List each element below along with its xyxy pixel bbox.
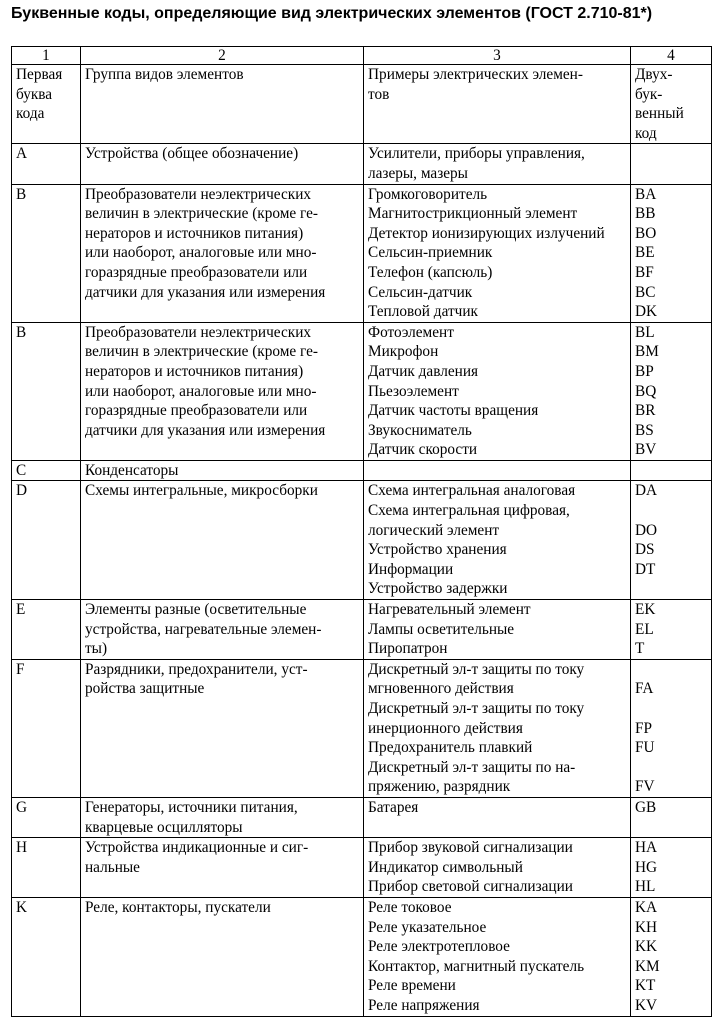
- row-codes: BL BM BP BQ BR BS BV: [631, 322, 712, 460]
- column-number: 4: [631, 47, 712, 65]
- page-title: Буквенные коды, определяющие вид электрических элементов (ГОСТ 2.710-81*): [11, 5, 653, 22]
- table-row: [12, 838, 712, 898]
- row-letter: B: [12, 184, 81, 322]
- table-row: [12, 897, 712, 1016]
- header-two-letter-code: Двух- бук- венный код: [631, 65, 712, 144]
- row-group: Схемы интегральные, микросборки: [81, 481, 364, 600]
- row-codes: GB: [631, 797, 712, 837]
- row-codes: EK EL T: [631, 600, 712, 660]
- row-codes: FA FP FU FV: [631, 659, 712, 797]
- table-row: [12, 481, 712, 600]
- row-letter: B: [12, 322, 81, 460]
- table-row: [12, 322, 712, 460]
- row-codes: DA DO DS DT: [631, 481, 712, 600]
- row-letter: G: [12, 797, 81, 837]
- row-group: Реле, контакторы, пускатели: [81, 897, 364, 1016]
- row-letter: F: [12, 659, 81, 797]
- column-number: 2: [81, 47, 364, 65]
- table-row: [12, 659, 712, 797]
- column-number: 3: [364, 47, 631, 65]
- row-letter: H: [12, 838, 81, 898]
- row-letter: A: [12, 144, 81, 184]
- row-letter: D: [12, 481, 81, 600]
- letter-codes-table: [11, 46, 712, 1017]
- row-examples: Усилители, приборы управления, лазеры, мазеры: [364, 144, 631, 184]
- header-row: [12, 65, 712, 144]
- header-examples: Примеры электрических элемен- тов: [364, 65, 631, 144]
- row-letter: C: [12, 460, 81, 481]
- header-first-letter: Первая буква кода: [12, 65, 81, 144]
- row-group: Преобразователи неэлектрических величин в электрические (кроме ге- нераторов и источников питания) или наоборот, аналоговые или мно- горазрядные преобразователи или датчики для указания или измерения: [81, 322, 364, 460]
- row-examples: [364, 460, 631, 481]
- column-number-row: [12, 47, 712, 65]
- row-letter: E: [12, 600, 81, 660]
- row-codes: [631, 460, 712, 481]
- row-examples: Нагревательный элемент Лампы осветительные Пиропатрон: [364, 600, 631, 660]
- row-group: Преобразователи неэлектрических величин в электрические (кроме ге- нераторов и источников питания) или наоборот, аналоговые или мно- горазрядные преобразователи или датчики для указания или измерения: [81, 184, 364, 322]
- row-examples: Батарея: [364, 797, 631, 837]
- row-group: Устройства индикационные и сиг- нальные: [81, 838, 364, 898]
- header-element-group: Группа видов элементов: [81, 65, 364, 144]
- row-examples: Фотоэлемент Микрофон Датчик давления Пьезоэлемент Датчик частоты вращения Звукосниматель Датчик скорости: [364, 322, 631, 460]
- row-codes: [631, 144, 712, 184]
- column-number: 1: [12, 47, 81, 65]
- row-group: Конденсаторы: [81, 460, 364, 481]
- row-examples: Дискретный эл-т защиты по току мгновенного действия Дискретный эл-т защиты по току инерционного действия Предохранитель плавкий Дискретный эл-т защиты по на- пряжению, разрядник: [364, 659, 631, 797]
- table-row: [12, 460, 712, 481]
- row-group: Генераторы, источники питания, кварцевые осцилляторы: [81, 797, 364, 837]
- row-codes: BA BB BO BE BF BC DK: [631, 184, 712, 322]
- table-row: [12, 797, 712, 837]
- table-row: [12, 600, 712, 660]
- row-examples: Прибор звуковой сигнализации Индикатор символьный Прибор световой сигнализации: [364, 838, 631, 898]
- row-group: Элементы разные (осветительные устройства, нагревательные элемен- ты): [81, 600, 364, 660]
- table-row: [12, 184, 712, 322]
- row-letter: K: [12, 897, 81, 1016]
- row-group: Разрядники, предохранители, уст- ройства защитные: [81, 659, 364, 797]
- row-examples: Схема интегральная аналоговая Схема интегральная цифровая, логический элемент Устройство хранения Информации Устройство задержки: [364, 481, 631, 600]
- table-row: [12, 144, 712, 184]
- row-group: Устройства (общее обозначение): [81, 144, 364, 184]
- row-examples: Громкоговоритель Магнитострикционный элемент Детектор ионизирующих излучений Сельсин-приемник Телефон (капсюль) Сельсин-датчик Тепловой датчик: [364, 184, 631, 322]
- row-codes: HA HG HL: [631, 838, 712, 898]
- row-examples: Реле токовое Реле указательное Реле электротепловое Контактор, магнитный пускатель Реле времени Реле напряжения: [364, 897, 631, 1016]
- row-codes: KA KH KK KM KT KV: [631, 897, 712, 1016]
